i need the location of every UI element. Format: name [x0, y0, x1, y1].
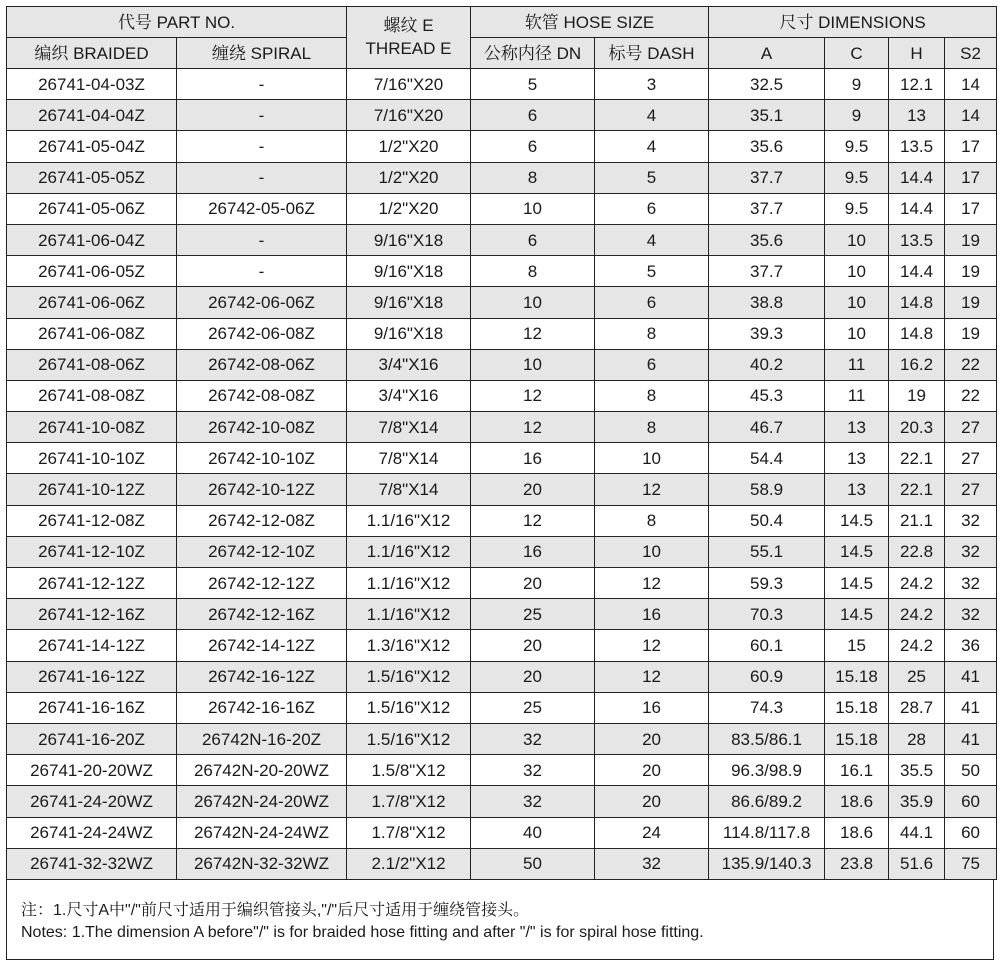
cell-dim-s2: 36 [945, 630, 997, 661]
cell-dim-c: 10 [825, 224, 889, 255]
cell-hose-dash: 10 [595, 536, 709, 567]
table-row [7, 318, 997, 349]
cell-braided-part-no: 26741-10-08Z [7, 412, 177, 443]
cell-hose-dash: 8 [595, 380, 709, 411]
cell-thread-size: 1.3/16"X12 [347, 630, 471, 661]
header-dash: 标号 DASH [595, 38, 709, 69]
table-row [7, 412, 997, 443]
table-row [7, 256, 997, 287]
cell-hose-dash: 6 [595, 349, 709, 380]
cell-dim-h: 12.1 [889, 69, 945, 100]
cell-hose-dn: 6 [471, 100, 595, 131]
cell-braided-part-no: 26741-10-10Z [7, 443, 177, 474]
cell-spiral-part-no: 26742-08-08Z [177, 380, 347, 411]
cell-dim-h: 22.1 [889, 443, 945, 474]
cell-hose-dash: 32 [595, 848, 709, 879]
cell-hose-dn: 20 [471, 661, 595, 692]
cell-dim-c: 15 [825, 630, 889, 661]
cell-braided-part-no: 26741-05-06Z [7, 193, 177, 224]
cell-thread-size: 1.5/16"X12 [347, 692, 471, 723]
cell-dim-c: 11 [825, 380, 889, 411]
cell-dim-a: 50.4 [709, 505, 825, 536]
cell-dim-h: 44.1 [889, 817, 945, 848]
cell-dim-c: 14.5 [825, 599, 889, 630]
cell-braided-part-no: 26741-16-12Z [7, 661, 177, 692]
cell-dim-h: 22.1 [889, 474, 945, 505]
cell-hose-dash: 20 [595, 755, 709, 786]
cell-spiral-part-no: - [177, 100, 347, 131]
cell-dim-c: 15.18 [825, 692, 889, 723]
cell-dim-a: 59.3 [709, 568, 825, 599]
cell-braided-part-no: 26741-12-12Z [7, 568, 177, 599]
cell-dim-s2: 75 [945, 848, 997, 879]
cell-dim-c: 9.5 [825, 162, 889, 193]
cell-braided-part-no: 26741-12-16Z [7, 599, 177, 630]
header-spiral: 缠绕 SPIRAL [177, 38, 347, 69]
cell-braided-part-no: 26741-05-05Z [7, 162, 177, 193]
cell-hose-dash: 3 [595, 69, 709, 100]
cell-dim-a: 86.6/89.2 [709, 786, 825, 817]
cell-dim-s2: 22 [945, 349, 997, 380]
cell-dim-a: 35.6 [709, 131, 825, 162]
header-part-no: 代号 PART NO. [7, 7, 347, 38]
cell-hose-dn: 6 [471, 131, 595, 162]
cell-braided-part-no: 26741-12-08Z [7, 505, 177, 536]
cell-dim-a: 114.8/117.8 [709, 817, 825, 848]
cell-dim-h: 21.1 [889, 505, 945, 536]
cell-braided-part-no: 26741-05-04Z [7, 131, 177, 162]
cell-dim-c: 10 [825, 318, 889, 349]
table-row [7, 536, 997, 567]
spec-document [6, 6, 996, 960]
cell-hose-dn: 12 [471, 380, 595, 411]
cell-hose-dn: 20 [471, 568, 595, 599]
cell-dim-a: 60.9 [709, 661, 825, 692]
cell-braided-part-no: 26741-08-08Z [7, 380, 177, 411]
cell-hose-dn: 8 [471, 162, 595, 193]
cell-dim-h: 14.4 [889, 256, 945, 287]
cell-dim-h: 24.2 [889, 630, 945, 661]
cell-dim-c: 10 [825, 256, 889, 287]
cell-dim-h: 35.9 [889, 786, 945, 817]
cell-dim-s2: 27 [945, 474, 997, 505]
cell-braided-part-no: 26741-04-03Z [7, 69, 177, 100]
cell-hose-dn: 32 [471, 755, 595, 786]
cell-dim-c: 16.1 [825, 755, 889, 786]
cell-hose-dash: 12 [595, 630, 709, 661]
cell-hose-dash: 20 [595, 723, 709, 754]
cell-hose-dn: 25 [471, 599, 595, 630]
cell-braided-part-no: 26741-06-08Z [7, 318, 177, 349]
cell-hose-dn: 40 [471, 817, 595, 848]
cell-braided-part-no: 26741-06-04Z [7, 224, 177, 255]
cell-spiral-part-no: 26742-08-06Z [177, 349, 347, 380]
table-row [7, 568, 997, 599]
cell-dim-s2: 32 [945, 536, 997, 567]
cell-dim-h: 51.6 [889, 848, 945, 879]
cell-thread-size: 9/16"X18 [347, 224, 471, 255]
header-dimensions: 尺寸 DIMENSIONS [709, 7, 997, 38]
header-dim-a: A [709, 38, 825, 69]
table-row [7, 599, 997, 630]
cell-hose-dash: 12 [595, 474, 709, 505]
cell-dim-h: 13.5 [889, 224, 945, 255]
cell-dim-c: 15.18 [825, 661, 889, 692]
table-row [7, 443, 997, 474]
header-thread [347, 7, 471, 69]
cell-dim-a: 54.4 [709, 443, 825, 474]
cell-spiral-part-no: - [177, 162, 347, 193]
header-hose-size: 软管 HOSE SIZE [471, 7, 709, 38]
cell-hose-dn: 10 [471, 287, 595, 318]
cell-spiral-part-no: - [177, 256, 347, 287]
cell-dim-h: 14.4 [889, 162, 945, 193]
cell-thread-size: 3/4"X16 [347, 380, 471, 411]
cell-hose-dash: 12 [595, 661, 709, 692]
cell-dim-s2: 32 [945, 568, 997, 599]
cell-braided-part-no: 26741-16-16Z [7, 692, 177, 723]
cell-dim-s2: 41 [945, 723, 997, 754]
table-row [7, 723, 997, 754]
cell-dim-h: 25 [889, 661, 945, 692]
note-english: Notes: 1.The dimension A before"/" is for braided hose fitting and after "/" is for spiral hose fitting. [21, 923, 704, 941]
cell-thread-size: 2.1/2"X12 [347, 848, 471, 879]
cell-dim-h: 14.4 [889, 193, 945, 224]
cell-dim-h: 35.5 [889, 755, 945, 786]
cell-spiral-part-no: 26742N-32-32WZ [177, 848, 347, 879]
header-thread-cn: 螺纹 E [383, 15, 434, 35]
cell-dim-c: 10 [825, 287, 889, 318]
cell-braided-part-no: 26741-04-04Z [7, 100, 177, 131]
cell-dim-a: 46.7 [709, 412, 825, 443]
cell-dim-h: 28.7 [889, 692, 945, 723]
note-chinese: 注：1.尺寸A中"/"前尺寸适用于编织管接头,"/"后尺寸适用于缠绕管接头。 [21, 901, 530, 919]
cell-spiral-part-no: 26742-16-16Z [177, 692, 347, 723]
cell-hose-dn: 32 [471, 786, 595, 817]
cell-braided-part-no: 26741-14-12Z [7, 630, 177, 661]
cell-dim-s2: 41 [945, 661, 997, 692]
cell-spiral-part-no: 26742-06-08Z [177, 318, 347, 349]
cell-hose-dash: 5 [595, 256, 709, 287]
cell-dim-c: 9.5 [825, 193, 889, 224]
cell-spiral-part-no: 26742N-20-20WZ [177, 755, 347, 786]
table-row [7, 349, 997, 380]
cell-spiral-part-no: 26742-12-10Z [177, 536, 347, 567]
cell-dim-c: 18.6 [825, 817, 889, 848]
table-row [7, 69, 997, 100]
cell-thread-size: 7/16"X20 [347, 100, 471, 131]
cell-dim-c: 14.5 [825, 505, 889, 536]
cell-dim-s2: 19 [945, 287, 997, 318]
cell-dim-a: 74.3 [709, 692, 825, 723]
cell-hose-dn: 6 [471, 224, 595, 255]
cell-dim-s2: 17 [945, 162, 997, 193]
table-row [7, 848, 997, 879]
cell-hose-dn: 12 [471, 505, 595, 536]
cell-braided-part-no: 26741-20-20WZ [7, 755, 177, 786]
cell-dim-h: 14.8 [889, 318, 945, 349]
cell-spiral-part-no: 26742-10-12Z [177, 474, 347, 505]
table-header [7, 7, 997, 69]
cell-thread-size: 7/8"X14 [347, 412, 471, 443]
cell-thread-size: 7/16"X20 [347, 69, 471, 100]
table-row [7, 162, 997, 193]
cell-spiral-part-no: 26742-05-06Z [177, 193, 347, 224]
cell-braided-part-no: 26741-24-20WZ [7, 786, 177, 817]
table-row [7, 786, 997, 817]
cell-thread-size: 9/16"X18 [347, 318, 471, 349]
cell-thread-size: 1/2"X20 [347, 162, 471, 193]
cell-dim-s2: 60 [945, 817, 997, 848]
cell-thread-size: 3/4"X16 [347, 349, 471, 380]
cell-spiral-part-no: 26742-12-08Z [177, 505, 347, 536]
header-dim-s2: S2 [945, 38, 997, 69]
table-row [7, 380, 997, 411]
cell-spiral-part-no: - [177, 224, 347, 255]
cell-dim-h: 22.8 [889, 536, 945, 567]
cell-hose-dn: 10 [471, 193, 595, 224]
cell-thread-size: 1/2"X20 [347, 193, 471, 224]
cell-dim-a: 37.7 [709, 162, 825, 193]
cell-dim-h: 19 [889, 380, 945, 411]
cell-thread-size: 7/8"X14 [347, 443, 471, 474]
table-row [7, 100, 997, 131]
cell-dim-a: 39.3 [709, 318, 825, 349]
cell-thread-size: 1.5/16"X12 [347, 661, 471, 692]
cell-thread-size: 9/16"X18 [347, 287, 471, 318]
cell-hose-dash: 5 [595, 162, 709, 193]
cell-hose-dn: 16 [471, 443, 595, 474]
cell-hose-dash: 8 [595, 505, 709, 536]
cell-dim-c: 23.8 [825, 848, 889, 879]
cell-braided-part-no: 26741-06-05Z [7, 256, 177, 287]
cell-spiral-part-no: - [177, 131, 347, 162]
header-braided: 编织 BRAIDED [7, 38, 177, 69]
table-row [7, 630, 997, 661]
cell-thread-size: 7/8"X14 [347, 474, 471, 505]
cell-thread-size: 1.5/8"X12 [347, 755, 471, 786]
cell-dim-a: 135.9/140.3 [709, 848, 825, 879]
cell-dim-c: 18.6 [825, 786, 889, 817]
cell-hose-dn: 12 [471, 318, 595, 349]
table-row [7, 193, 997, 224]
cell-spiral-part-no: 26742-10-08Z [177, 412, 347, 443]
cell-dim-a: 58.9 [709, 474, 825, 505]
table-row [7, 131, 997, 162]
cell-spiral-part-no: 26742-10-10Z [177, 443, 347, 474]
cell-hose-dn: 8 [471, 256, 595, 287]
cell-dim-s2: 60 [945, 786, 997, 817]
cell-hose-dash: 12 [595, 568, 709, 599]
cell-dim-h: 24.2 [889, 568, 945, 599]
cell-dim-a: 37.7 [709, 193, 825, 224]
cell-dim-c: 9 [825, 69, 889, 100]
cell-dim-c: 9 [825, 100, 889, 131]
cell-spiral-part-no: 26742-14-12Z [177, 630, 347, 661]
cell-hose-dn: 32 [471, 723, 595, 754]
cell-hose-dn: 16 [471, 536, 595, 567]
cell-dim-h: 13.5 [889, 131, 945, 162]
cell-spiral-part-no: 26742N-16-20Z [177, 723, 347, 754]
cell-dim-s2: 27 [945, 443, 997, 474]
cell-dim-a: 70.3 [709, 599, 825, 630]
cell-dim-a: 35.1 [709, 100, 825, 131]
cell-thread-size: 1.7/8"X12 [347, 786, 471, 817]
cell-hose-dash: 4 [595, 224, 709, 255]
cell-dim-s2: 19 [945, 256, 997, 287]
cell-dim-a: 83.5/86.1 [709, 723, 825, 754]
table-row [7, 817, 997, 848]
table-body [7, 69, 997, 880]
cell-dim-s2: 50 [945, 755, 997, 786]
table-row [7, 661, 997, 692]
cell-hose-dash: 24 [595, 817, 709, 848]
cell-dim-a: 32.5 [709, 69, 825, 100]
cell-thread-size: 9/16"X18 [347, 256, 471, 287]
cell-dim-c: 13 [825, 474, 889, 505]
cell-dim-h: 16.2 [889, 349, 945, 380]
table-row [7, 474, 997, 505]
cell-braided-part-no: 26741-32-32WZ [7, 848, 177, 879]
cell-dim-s2: 17 [945, 193, 997, 224]
cell-braided-part-no: 26741-06-06Z [7, 287, 177, 318]
cell-thread-size: 1.1/16"X12 [347, 505, 471, 536]
cell-dim-h: 28 [889, 723, 945, 754]
cell-braided-part-no: 26741-12-10Z [7, 536, 177, 567]
cell-hose-dash: 4 [595, 131, 709, 162]
cell-hose-dash: 8 [595, 318, 709, 349]
header-dim-c: C [825, 38, 889, 69]
table-row [7, 692, 997, 723]
cell-dim-a: 35.6 [709, 224, 825, 255]
cell-spiral-part-no: 26742N-24-20WZ [177, 786, 347, 817]
cell-dim-a: 55.1 [709, 536, 825, 567]
cell-spiral-part-no: - [177, 69, 347, 100]
cell-dim-s2: 22 [945, 380, 997, 411]
cell-thread-size: 1.5/16"X12 [347, 723, 471, 754]
cell-dim-a: 37.7 [709, 256, 825, 287]
cell-hose-dn: 5 [471, 69, 595, 100]
cell-dim-c: 9.5 [825, 131, 889, 162]
cell-thread-size: 1.1/16"X12 [347, 536, 471, 567]
cell-dim-c: 11 [825, 349, 889, 380]
cell-dim-s2: 17 [945, 131, 997, 162]
table-row [7, 755, 997, 786]
cell-dim-s2: 41 [945, 692, 997, 723]
cell-spiral-part-no: 26742-12-12Z [177, 568, 347, 599]
cell-hose-dash: 6 [595, 287, 709, 318]
cell-hose-dn: 20 [471, 630, 595, 661]
cell-dim-c: 14.5 [825, 536, 889, 567]
cell-hose-dn: 25 [471, 692, 595, 723]
cell-thread-size: 1.1/16"X12 [347, 568, 471, 599]
header-dim-h: H [889, 38, 945, 69]
cell-hose-dash: 20 [595, 786, 709, 817]
table-row [7, 287, 997, 318]
cell-braided-part-no: 26741-16-20Z [7, 723, 177, 754]
cell-dim-a: 40.2 [709, 349, 825, 380]
cell-dim-a: 60.1 [709, 630, 825, 661]
cell-hose-dn: 12 [471, 412, 595, 443]
cell-spiral-part-no: 26742-06-06Z [177, 287, 347, 318]
cell-dim-c: 13 [825, 412, 889, 443]
cell-dim-a: 96.3/98.9 [709, 755, 825, 786]
cell-dim-c: 15.18 [825, 723, 889, 754]
cell-hose-dash: 16 [595, 599, 709, 630]
cell-hose-dash: 10 [595, 443, 709, 474]
cell-braided-part-no: 26741-08-06Z [7, 349, 177, 380]
cell-dim-h: 24.2 [889, 599, 945, 630]
cell-dim-s2: 19 [945, 318, 997, 349]
cell-hose-dash: 16 [595, 692, 709, 723]
cell-dim-s2: 14 [945, 69, 997, 100]
cell-braided-part-no: 26741-24-24WZ [7, 817, 177, 848]
cell-dim-h: 13 [889, 100, 945, 131]
cell-dim-s2: 27 [945, 412, 997, 443]
cell-thread-size: 1.1/16"X12 [347, 599, 471, 630]
notes-box [6, 880, 994, 960]
cell-hose-dn: 10 [471, 349, 595, 380]
cell-spiral-part-no: 26742-16-12Z [177, 661, 347, 692]
table-row [7, 505, 997, 536]
cell-dim-h: 20.3 [889, 412, 945, 443]
cell-dim-c: 14.5 [825, 568, 889, 599]
table-row [7, 224, 997, 255]
header-thread-en: THREAD E [365, 38, 452, 58]
cell-dim-h: 14.8 [889, 287, 945, 318]
cell-dim-s2: 32 [945, 505, 997, 536]
cell-spiral-part-no: 26742N-24-24WZ [177, 817, 347, 848]
fitting-spec-table [6, 6, 997, 880]
cell-hose-dash: 4 [595, 100, 709, 131]
header-dn: 公称内径 DN [471, 38, 595, 69]
cell-dim-c: 13 [825, 443, 889, 474]
cell-dim-a: 45.3 [709, 380, 825, 411]
cell-braided-part-no: 26741-10-12Z [7, 474, 177, 505]
cell-dim-s2: 14 [945, 100, 997, 131]
cell-hose-dn: 20 [471, 474, 595, 505]
cell-hose-dn: 50 [471, 848, 595, 879]
cell-dim-s2: 19 [945, 224, 997, 255]
cell-spiral-part-no: 26742-12-16Z [177, 599, 347, 630]
cell-dim-a: 38.8 [709, 287, 825, 318]
cell-hose-dash: 8 [595, 412, 709, 443]
cell-hose-dash: 6 [595, 193, 709, 224]
cell-thread-size: 1.7/8"X12 [347, 817, 471, 848]
cell-thread-size: 1/2"X20 [347, 131, 471, 162]
cell-dim-s2: 32 [945, 599, 997, 630]
